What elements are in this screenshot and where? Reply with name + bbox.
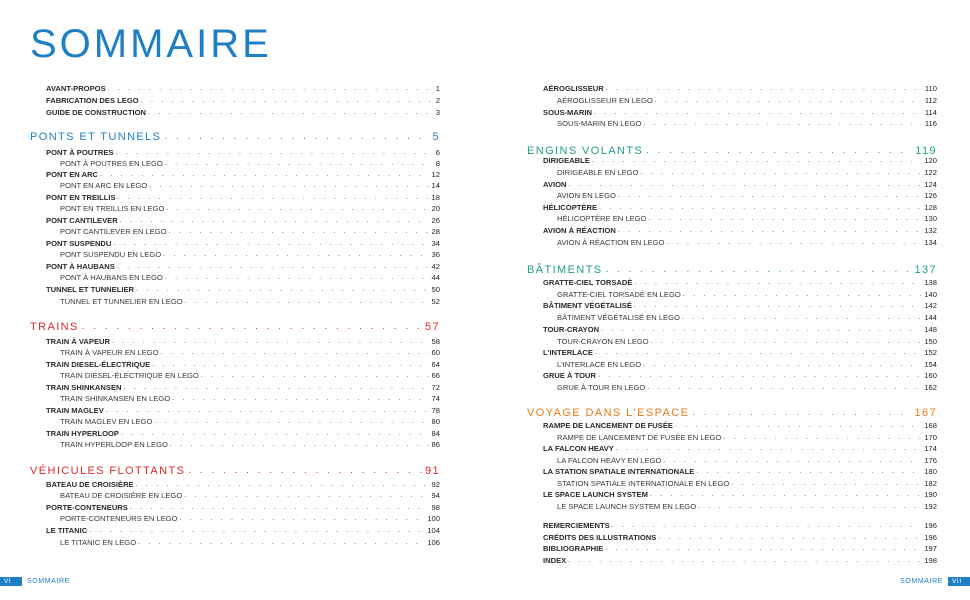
toc-entry-label: AVION À RÉACTION: [543, 226, 616, 235]
dot-leader: [568, 556, 921, 566]
dot-leader: [663, 456, 921, 466]
toc-page-number: 140: [924, 290, 937, 299]
toc-subentry: [527, 502, 937, 512]
toc-entry-label: RAMPE DE LANCEMENT DE FUSÉE EN LEGO: [557, 433, 722, 442]
dot-leader: [152, 360, 428, 370]
dot-leader: [634, 278, 921, 288]
dot-leader: [136, 480, 429, 490]
toc-page-number: 57: [424, 321, 440, 333]
toc-entry: [527, 108, 937, 118]
dot-leader: [640, 168, 921, 178]
dot-leader: [731, 479, 921, 489]
toc-page-number: 196: [924, 533, 937, 542]
toc-page-number: 74: [431, 394, 440, 403]
dot-leader: [612, 521, 922, 531]
toc-subentry: [527, 456, 937, 466]
toc-entry: [30, 383, 440, 393]
dot-leader: [599, 203, 921, 213]
toc-subentry: [30, 273, 440, 283]
toc-page-number: 42: [431, 262, 440, 271]
dot-leader: [121, 429, 429, 439]
toc-entry-label: PONT À HAUBANS EN LEGO: [60, 273, 163, 282]
footer-left: [0, 577, 70, 586]
toc-entry: [30, 193, 440, 203]
toc-entry-label: LA FALCON HEAVY EN LEGO: [557, 456, 662, 465]
dot-leader: [148, 108, 433, 118]
toc-entry-label: PONT EN ARC EN LEGO: [60, 181, 148, 190]
toc-section-heading: [30, 464, 440, 478]
toc-section-heading: [527, 406, 937, 420]
toc-section-heading: [30, 130, 440, 144]
toc-entry-label: AVION: [543, 180, 567, 189]
toc-page-number: 116: [924, 119, 937, 128]
dot-leader: [698, 502, 921, 512]
toc-entry: [527, 490, 937, 500]
dot-leader: [201, 371, 429, 381]
toc-entry-label: TRAIN SHINKANSEN EN LEGO: [60, 394, 171, 403]
toc-entry-label: VÉHICULES FLOTTANTS: [30, 465, 186, 477]
toc-page-number: 190: [924, 490, 937, 499]
toc-entry: [30, 526, 440, 536]
toc-entry: [527, 203, 937, 213]
toc-entry-label: PONT EN TREILLIS: [46, 193, 116, 202]
toc-page-number: 6: [435, 148, 440, 157]
toc-page-number: 106: [427, 538, 440, 547]
toc-entry: [30, 360, 440, 370]
toc-page-number: 110: [924, 84, 937, 93]
toc-page-number: 58: [431, 337, 440, 346]
toc-subentry: [527, 214, 937, 224]
dot-leader: [618, 226, 921, 236]
toc-page-number: 197: [924, 544, 937, 553]
toc-entry-label: FABRICATION DES LEGO: [46, 96, 139, 105]
toc-entry: [30, 285, 440, 295]
toc-entry-label: L'INTERLACE EN LEGO: [557, 360, 642, 369]
toc-page-number: 64: [431, 360, 440, 369]
toc-entry: [527, 226, 937, 236]
dot-leader: [163, 250, 428, 260]
dot-leader: [647, 383, 921, 393]
toc-entry-label: PONT CANTILEVER EN LEGO: [60, 227, 167, 236]
dot-leader: [172, 394, 428, 404]
toc-subentry: [30, 538, 440, 548]
footer-right: [900, 577, 970, 586]
toc-entry: [30, 503, 440, 513]
dot-leader: [184, 491, 428, 501]
toc-entry-label: DIRIGEABLE: [543, 156, 590, 165]
toc-entry: [30, 84, 440, 94]
toc-page-number: 192: [924, 502, 937, 511]
toc-entry-label: INDEX: [543, 556, 567, 565]
toc-page-number: 170: [924, 433, 937, 442]
toc-entry-label: TRAIN HYPERLOOP EN LEGO: [60, 440, 168, 449]
dot-leader: [618, 191, 921, 201]
toc-entry-label: TOUR-CRAYON: [543, 325, 600, 334]
running-header-left: SOMMAIRE: [27, 578, 70, 585]
toc-subentry: [30, 297, 440, 307]
toc-page-number: 119: [915, 145, 937, 157]
toc-page-number: 66: [431, 371, 440, 380]
toc-entry-label: TUNNEL ET TUNNELIER EN LEGO: [60, 297, 183, 306]
toc-page-number: 94: [431, 491, 440, 500]
dot-leader: [169, 227, 429, 237]
dot-leader: [683, 290, 922, 300]
toc-entry-label: TRAIN À VAPEUR EN LEGO: [60, 348, 159, 357]
toc-entry: [30, 406, 440, 416]
toc-entry-label: SOUS-MARIN: [543, 108, 592, 117]
toc-section-heading: [30, 320, 440, 334]
toc-entry: [527, 421, 937, 431]
dot-leader: [138, 538, 424, 548]
toc-entry: [527, 556, 937, 566]
toc-entry: [30, 216, 440, 226]
dot-leader: [130, 503, 429, 513]
toc-entry: [527, 371, 937, 381]
toc-subentry: [527, 433, 937, 443]
toc-entry-label: GRATTE-CIEL TORSADÉ: [543, 278, 633, 287]
toc-page-number: 12: [431, 170, 440, 179]
toc-entry-label: VOYAGE DANS L'ESPACE: [527, 407, 690, 419]
toc-page-number: 36: [431, 250, 440, 259]
toc-subentry: [30, 440, 440, 450]
dot-leader: [634, 301, 921, 311]
dot-leader: [100, 170, 429, 180]
dot-leader: [188, 464, 422, 478]
running-header-right: SOMMAIRE: [900, 578, 943, 585]
dot-leader: [113, 239, 428, 249]
toc-page-number: 128: [924, 203, 937, 212]
dot-leader: [655, 96, 922, 106]
toc-entry: [527, 533, 937, 543]
toc-entry-label: GRUE À TOUR EN LEGO: [557, 383, 646, 392]
toc-page-number: 8: [435, 159, 440, 168]
toc-entry-label: AÉROGLISSEUR EN LEGO: [557, 96, 653, 105]
toc-entry: [527, 325, 937, 335]
toc-page-number: 5: [432, 131, 440, 143]
toc-entry: [527, 180, 937, 190]
toc-entry: [30, 148, 440, 158]
toc-page-number: 28: [431, 227, 440, 236]
dot-leader: [170, 440, 429, 450]
toc-page-number: 150: [924, 337, 937, 346]
toc-entry: [30, 262, 440, 272]
toc-page-number: 162: [924, 383, 937, 392]
toc-entry-label: AVANT-PROPOS: [46, 84, 106, 93]
dot-leader: [166, 204, 428, 214]
toc-page-number: 176: [924, 456, 937, 465]
toc-entry-label: BÂTIMENTS: [527, 264, 603, 276]
toc-entry-label: BIBLIOGRAPHIE: [543, 544, 604, 553]
toc-entry-label: LA STATION SPATIALE INTERNATIONALE: [543, 467, 695, 476]
toc-page-number: 72: [431, 383, 440, 392]
toc-entry-label: PONT CANTILEVER: [46, 216, 118, 225]
toc-subentry: [30, 514, 440, 524]
dot-leader: [643, 360, 921, 370]
toc-entry: [527, 301, 937, 311]
toc-entry-label: TRAINS: [30, 321, 79, 333]
toc-page-number: 18: [431, 193, 440, 202]
dot-leader: [165, 159, 433, 169]
toc-page-number: 1: [435, 84, 440, 93]
page-number-right: VII: [948, 577, 970, 586]
toc-entry-label: AÉROGLISSEUR: [543, 84, 604, 93]
toc-subentry: [527, 168, 937, 178]
dot-leader: [165, 273, 429, 283]
toc-entry-label: TRAIN À VAPEUR: [46, 337, 110, 346]
toc-subentry: [30, 227, 440, 237]
toc-page-number: 137: [914, 264, 937, 276]
toc-entry: [527, 156, 937, 166]
toc-entry-label: LE SPACE LAUNCH SYSTEM: [543, 490, 648, 499]
toc-page-number: 91: [424, 465, 440, 477]
dot-leader: [89, 526, 424, 536]
toc-page-number: 100: [427, 514, 440, 523]
toc-entry-label: ENGINS VOLANTS: [527, 145, 644, 157]
toc-page-number: 182: [924, 479, 937, 488]
dot-leader: [120, 216, 429, 226]
dot-leader: [650, 490, 921, 500]
page-title: SOMMAIRE: [30, 22, 272, 66]
toc-entry-label: AVION À RÉACTION EN LEGO: [557, 238, 665, 247]
dot-leader: [651, 337, 922, 347]
dot-leader: [154, 417, 428, 427]
toc-subentry: [30, 204, 440, 214]
toc-page-number: 167: [914, 407, 937, 419]
dot-leader: [118, 193, 429, 203]
toc-section-heading: [527, 263, 937, 277]
toc-entry: [30, 170, 440, 180]
toc-subentry: [527, 313, 937, 323]
toc-page-number: 112: [924, 96, 937, 105]
toc-page-number: 52: [431, 297, 440, 306]
toc-subentry: [527, 479, 937, 489]
toc-page-number: 144: [924, 313, 937, 322]
dot-leader: [696, 467, 921, 477]
toc-page-number: 114: [924, 108, 937, 117]
toc-page-number: 20: [431, 204, 440, 213]
toc-subentry: [30, 394, 440, 404]
dot-leader: [164, 130, 429, 144]
toc-entry-label: PONT SUSPENDU EN LEGO: [60, 250, 162, 259]
toc-entry-label: PORTE-CONTENEURS: [46, 503, 128, 512]
dot-leader: [595, 348, 921, 358]
toc-subentry: [527, 119, 937, 129]
toc-page-number: 98: [431, 503, 440, 512]
toc-entry-label: RAMPE DE LANCEMENT DE FUSÉE: [543, 421, 673, 430]
toc-page-number: 198: [924, 556, 937, 565]
toc-subentry: [30, 159, 440, 169]
dot-leader: [601, 325, 921, 335]
toc-page-number: 120: [924, 156, 937, 165]
toc-entry-label: BATEAU DE CROISIÈRE EN LEGO: [60, 491, 183, 500]
dot-leader: [605, 544, 921, 554]
toc-entry: [30, 337, 440, 347]
toc-entry-label: LE SPACE LAUNCH SYSTEM EN LEGO: [557, 502, 697, 511]
toc-page-number: 124: [924, 180, 937, 189]
toc-subentry: [30, 371, 440, 381]
toc-page-number: 196: [924, 521, 937, 530]
toc-entry-label: L'INTERLACE: [543, 348, 593, 357]
toc-subentry: [527, 290, 937, 300]
toc-page-number: 174: [924, 444, 937, 453]
toc-entry-label: BÂTIMENT VÉGÉTALISÉ EN LEGO: [557, 313, 680, 322]
dot-leader: [723, 433, 921, 443]
dot-leader: [598, 371, 921, 381]
toc-entry-label: PONT À HAUBANS: [46, 262, 115, 271]
toc-entry: [30, 108, 440, 118]
dot-leader: [692, 406, 911, 420]
toc-entry-label: PORTE-CONTENEURS EN LEGO: [60, 514, 178, 523]
toc-entry: [527, 521, 937, 531]
toc-page-number: 44: [431, 273, 440, 282]
toc-page-number: 130: [924, 214, 937, 223]
toc-entry-label: TUNNEL ET TUNNELIER: [46, 285, 135, 294]
toc-entry-label: PONT À POUTRES: [46, 148, 114, 157]
toc-page-number: 122: [924, 168, 937, 177]
toc-entry-label: HÉLICOPTÈRE EN LEGO: [557, 214, 647, 223]
dot-leader: [643, 119, 922, 129]
toc-page-number: 80: [431, 417, 440, 426]
toc-entry: [30, 429, 440, 439]
dot-leader: [106, 406, 429, 416]
toc-entry-label: TRAIN MAGLEV EN LEGO: [60, 417, 153, 426]
toc-page-number: 3: [435, 108, 440, 117]
toc-page-number: 14: [431, 181, 440, 190]
toc-page-number: 148: [924, 325, 937, 334]
dot-leader: [141, 96, 433, 106]
toc-page-number: 180: [924, 467, 937, 476]
toc-subentry: [527, 337, 937, 347]
toc-entry-label: PONTS ET TUNNELS: [30, 131, 162, 143]
toc-entry-label: TRAIN HYPERLOOP: [46, 429, 119, 438]
toc-entry-label: PONT EN ARC: [46, 170, 99, 179]
toc-page-number: 92: [431, 480, 440, 489]
toc-page-number: 160: [924, 371, 937, 380]
toc-page-number: 132: [924, 226, 937, 235]
toc-entry-label: DIRIGEABLE EN LEGO: [557, 168, 639, 177]
toc-entry-label: PONT SUSPENDU: [46, 239, 112, 248]
dot-leader: [569, 180, 922, 190]
toc-subentry: [30, 348, 440, 358]
toc-entry-label: TOUR-CRAYON EN LEGO: [557, 337, 649, 346]
toc-entry: [30, 96, 440, 106]
toc-entry-label: TRAIN SHINKANSEN: [46, 383, 122, 392]
toc-entry-label: LA FALCON HEAVY: [543, 444, 614, 453]
dot-leader: [116, 148, 433, 158]
toc-entry: [527, 278, 937, 288]
page-number-left: VI: [0, 577, 22, 586]
dot-leader: [594, 108, 922, 118]
toc-page-number: 2: [435, 96, 440, 105]
dot-leader: [136, 285, 429, 295]
toc-entry-label: TRAIN DIESEL-ÉLECTRIQUE EN LEGO: [60, 371, 199, 380]
toc-page-number: 50: [431, 285, 440, 294]
toc-page-number: 134: [924, 238, 937, 247]
dot-leader: [666, 238, 921, 248]
toc-entry: [527, 544, 937, 554]
toc-entry-label: REMERCIEMENTS: [543, 521, 610, 530]
toc-entry: [527, 84, 937, 94]
toc-page-number: 86: [431, 440, 440, 449]
toc-page-number: 104: [427, 526, 440, 535]
toc-page-number: 138: [924, 278, 937, 287]
toc-page-number: 26: [431, 216, 440, 225]
dot-leader: [82, 320, 422, 334]
toc-entry-label: BATEAU DE CROISIÈRE: [46, 480, 134, 489]
dot-leader: [592, 156, 921, 166]
toc-entry-label: GUIDE DE CONSTRUCTION: [46, 108, 146, 117]
toc-entry-label: PONT À POUTRES EN LEGO: [60, 159, 163, 168]
toc-entry-label: TRAIN DIESEL-ÉLECTRIQUE: [46, 360, 151, 369]
toc-subentry: [30, 417, 440, 427]
toc-page-number: 152: [924, 348, 937, 357]
dot-leader: [606, 84, 922, 94]
toc-entry-label: CRÉDITS DES ILLUSTRATIONS: [543, 533, 657, 542]
toc-page-number: 168: [924, 421, 937, 430]
toc-page-number: 34: [431, 239, 440, 248]
toc-entry-label: PONT EN TREILLIS EN LEGO: [60, 204, 165, 213]
dot-leader: [658, 533, 921, 543]
dot-leader: [675, 421, 921, 431]
toc-entry-label: STATION SPATIALE INTERNATIONALE EN LEGO: [557, 479, 730, 488]
toc-subentry: [527, 96, 937, 106]
dot-leader: [108, 84, 433, 94]
toc-subentry: [527, 238, 937, 248]
dot-leader: [682, 313, 921, 323]
toc-page-number: 126: [924, 191, 937, 200]
toc-entry-label: AVION EN LEGO: [557, 191, 616, 200]
dot-leader: [117, 262, 429, 272]
dot-leader: [124, 383, 429, 393]
toc-entry: [527, 467, 937, 477]
toc-entry-label: GRUE À TOUR: [543, 371, 597, 380]
dot-leader: [112, 337, 429, 347]
toc-subentry: [30, 181, 440, 191]
dot-leader: [149, 181, 428, 191]
toc-subentry: [527, 383, 937, 393]
toc-page-number: 84: [431, 429, 440, 438]
dot-leader: [648, 214, 921, 224]
toc-entry-label: BÂTIMENT VÉGÉTALISÉ: [543, 301, 632, 310]
dot-leader: [606, 263, 912, 277]
toc-entry: [30, 239, 440, 249]
dot-leader: [185, 297, 429, 307]
toc-entry-label: LE TITANIC: [46, 526, 88, 535]
toc-entry-label: LE TITANIC EN LEGO: [60, 538, 137, 547]
dot-leader: [616, 444, 921, 454]
toc-page-number: 142: [924, 301, 937, 310]
dot-leader: [161, 348, 429, 358]
toc-subentry: [527, 360, 937, 370]
toc-entry-label: GRATTE-CIEL TORSADÉ EN LEGO: [557, 290, 681, 299]
toc-page-number: 78: [431, 406, 440, 415]
toc-entry: [527, 444, 937, 454]
toc-entry-label: TRAIN MAGLEV: [46, 406, 104, 415]
toc-entry-label: SOUS-MARIN EN LEGO: [557, 119, 642, 128]
toc-page-number: 154: [924, 360, 937, 369]
toc-subentry: [30, 250, 440, 260]
dot-leader: [180, 514, 425, 524]
toc-entry: [527, 348, 937, 358]
toc-entry-label: HÉLICOPTÈRE: [543, 203, 598, 212]
toc-entry: [30, 480, 440, 490]
toc-page-number: 60: [431, 348, 440, 357]
toc-subentry: [30, 491, 440, 501]
toc-subentry: [527, 191, 937, 201]
